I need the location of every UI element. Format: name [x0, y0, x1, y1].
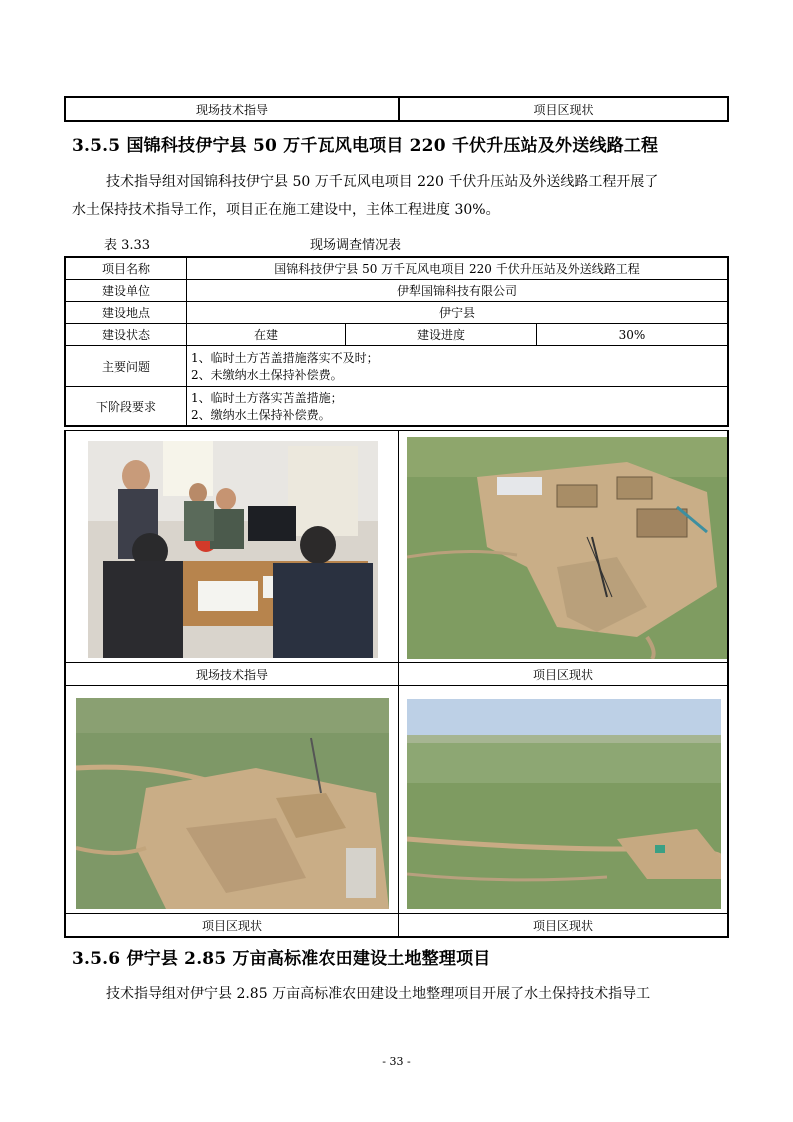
section-355-paragraph-line1: 技术指导组对国锦科技伊宁县 50 万千瓦风电项目 220 千伏升压站及外送线路工程开展了 — [106, 174, 659, 190]
issue-item: 2、未缴纳水土保持补偿费。 — [191, 368, 343, 382]
photo-cell-2 — [399, 431, 729, 663]
photo-cell-4 — [399, 686, 729, 914]
unit-label: 建设单位 — [65, 280, 187, 302]
photo-substation-construction-site — [407, 437, 727, 659]
photo-cell-1 — [65, 431, 399, 663]
photo-grid — [64, 430, 729, 938]
page-number: - 33 - — [382, 1055, 411, 1068]
survey-table — [64, 256, 729, 427]
progress-value: 30% — [537, 324, 729, 346]
section-heading-356: 3.5.6 伊宁县 2.85 万亩高标准农田建设土地整理项目 — [72, 949, 491, 969]
progress-label: 建设进度 — [346, 324, 537, 346]
unit-value: 伊犁国锦科技有限公司 — [187, 280, 729, 302]
next-stage-label: 下阶段要求 — [65, 387, 187, 427]
table-number: 表 3.33 — [104, 238, 151, 253]
project-name-value: 国锦科技伊宁县 50 万千瓦风电项目 220 千伏升压站及外送线路工程 — [187, 257, 729, 280]
photo-technical-guidance-meeting — [88, 441, 378, 658]
project-name-label: 项目名称 — [65, 257, 187, 280]
issue-item: 1、临时土方苫盖措施落实不及时； — [191, 351, 379, 365]
photo-caption-4: 项目区现状 — [399, 914, 729, 938]
next-stage-value — [187, 387, 729, 427]
prev-caption-right: 项目区现状 — [399, 97, 728, 121]
prev-caption-left: 现场技术指导 — [65, 97, 399, 121]
section-heading-355: 3.5.5 国锦科技伊宁县 50 万千瓦风电项目 220 千伏升压站及外送线路工程 — [72, 136, 659, 156]
status-value: 在建 — [187, 324, 346, 346]
photo-caption-3: 项目区现状 — [65, 914, 399, 938]
photo-caption-2: 项目区现状 — [399, 663, 729, 686]
site-value: 伊宁县 — [187, 302, 729, 324]
table-title: 现场调查情况表 — [310, 238, 402, 253]
status-label: 建设状态 — [65, 324, 187, 346]
issues-label: 主要问题 — [65, 346, 187, 387]
photo-cell-3 — [65, 686, 399, 914]
photo-caption-1: 现场技术指导 — [65, 663, 399, 686]
requirement-item: 2、缴纳水土保持补偿费。 — [191, 408, 331, 422]
requirement-item: 1、临时土方落实苫盖措施； — [191, 391, 343, 405]
photo-excavation-site — [76, 698, 389, 909]
previous-photo-caption-table — [64, 96, 729, 122]
issues-value — [187, 346, 729, 387]
section-355-paragraph-line2: 水土保持技术指导工作，项目正在施工建设中，主体工程进度 30%。 — [72, 202, 500, 218]
site-label: 建设地点 — [65, 302, 187, 324]
section-356-paragraph-line1: 技术指导组对伊宁县 2.85 万亩高标准农田建设土地整理项目开展了水土保持技术指导工 — [106, 986, 651, 1002]
photo-grassland-overview — [407, 699, 721, 909]
